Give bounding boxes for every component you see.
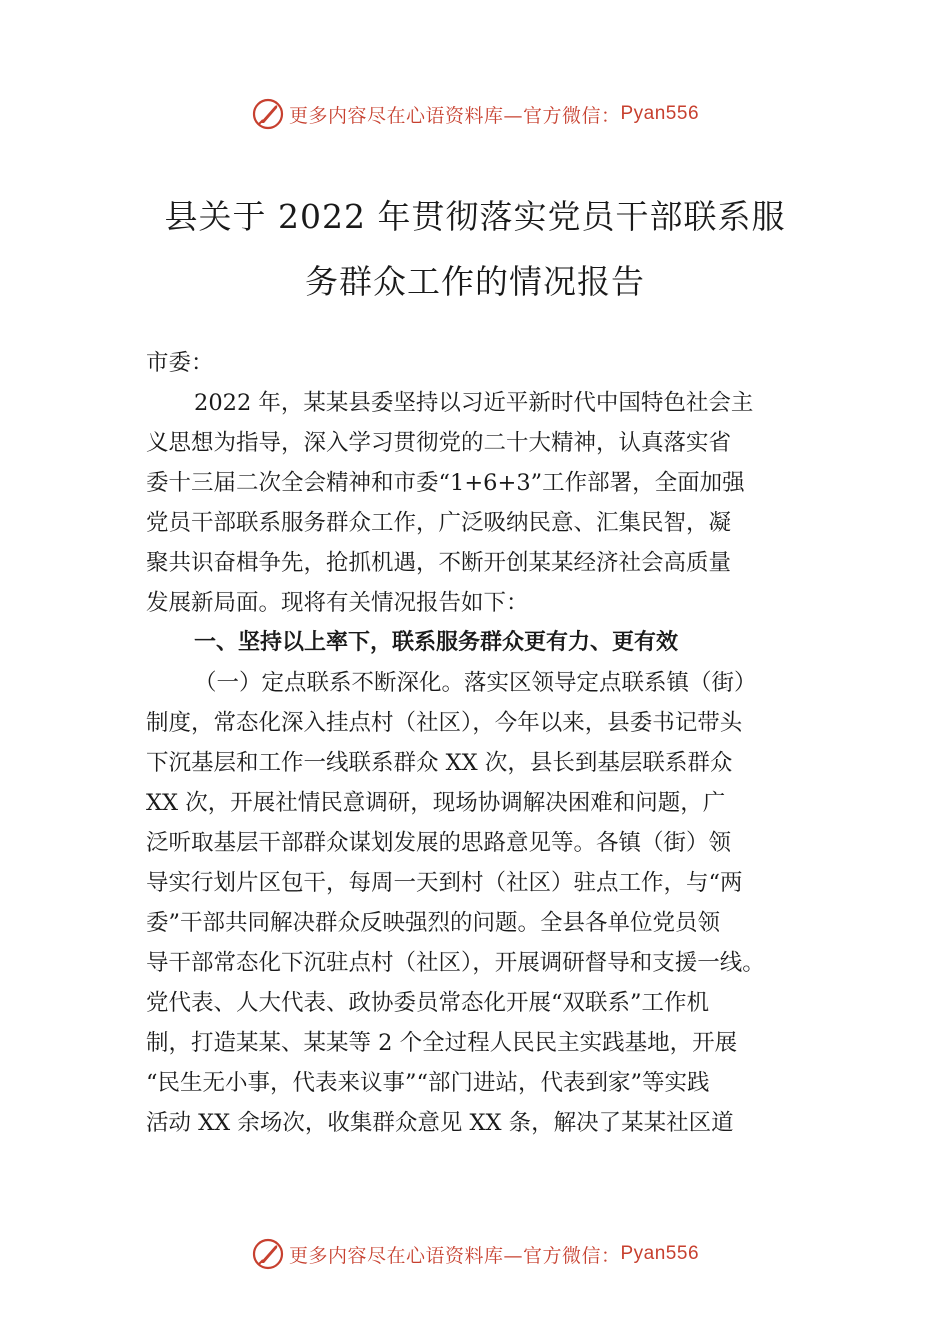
body-line: 义思想为指导，深入学习贯彻党的二十大精神，认真落实省 [146,430,732,456]
quill-pen-icon [251,97,285,131]
body-line: 委”干部共同解决群众反映强烈的问题。全县各单位党员领 [146,910,721,936]
title-line-1: 县关于 2022 年贯彻落实党员干部联系服 [164,197,786,236]
watermark-contact: Pyan556 [620,103,700,124]
quill-pen-icon [251,1237,285,1271]
watermark-header [0,96,950,132]
body-line: 党代表、人大代表、政协委员常态化开展“双联系”工作机 [146,990,710,1016]
body-line: “民生无小事，代表来议事”“部门进站，代表到家”等实践 [146,1070,710,1096]
title-line-2: 务群众工作的情况报告 [305,262,645,301]
body-line: 泛听取基层干部群众谋划发展的思路意见等。各镇（街）领 [146,830,732,856]
body-line: 导干部常态化下沉驻点村（社区），开展调研督导和支援一线。 [146,950,765,976]
document-body [146,343,816,1143]
body-line: 委十三届二次全会精神和市委“1+6+3”工作部署，全面加强 [146,470,745,496]
body-line: （一）定点联系不断深化。落实区领导定点联系镇（街） [194,670,757,696]
body-line: 下沉基层和工作一线联系群众 XX 次，县长到基层联系群众 [146,750,733,776]
body-line: 导实行划片区包干，每周一天到村（社区）驻点工作，与“两 [146,870,743,896]
body-line: 发展新局面。现将有关情况报告如下： [146,590,529,616]
body-line: 活动 XX 余场次，收集群众意见 XX 条，解决了某某社区道 [146,1110,734,1136]
body-line: 制度，常态化深入挂点村（社区），今年以来，县委书记带头 [146,710,743,736]
body-line: 制，打造某某、某某等 2 个全过程人民民主实践基地，开展 [146,1030,738,1056]
body-line: XX 次，开展社情民意调研，现场协调解决困难和问题，广 [146,790,726,816]
salutation: 市委： [146,350,214,376]
body-line: 2022 年，某某县委坚持以习近平新时代中国特色社会主 [194,390,754,416]
section-heading: 一、坚持以上率下，联系服务群众更有力、更有效 [194,630,679,655]
watermark-contact: Pyan556 [620,1243,700,1264]
body-line: 聚共识奋楫争先，抢抓机遇，不断开创某某经济社会高质量 [146,550,732,576]
watermark-text: 更多内容尽在心语资料库—官方微信： [288,1244,621,1267]
watermark-text: 更多内容尽在心语资料库—官方微信： [288,104,621,127]
document-title [100,184,850,314]
body-line: 党员干部联系服务群众工作，广泛吸纳民意、汇集民智，凝 [146,510,732,536]
watermark-footer [0,1236,950,1272]
